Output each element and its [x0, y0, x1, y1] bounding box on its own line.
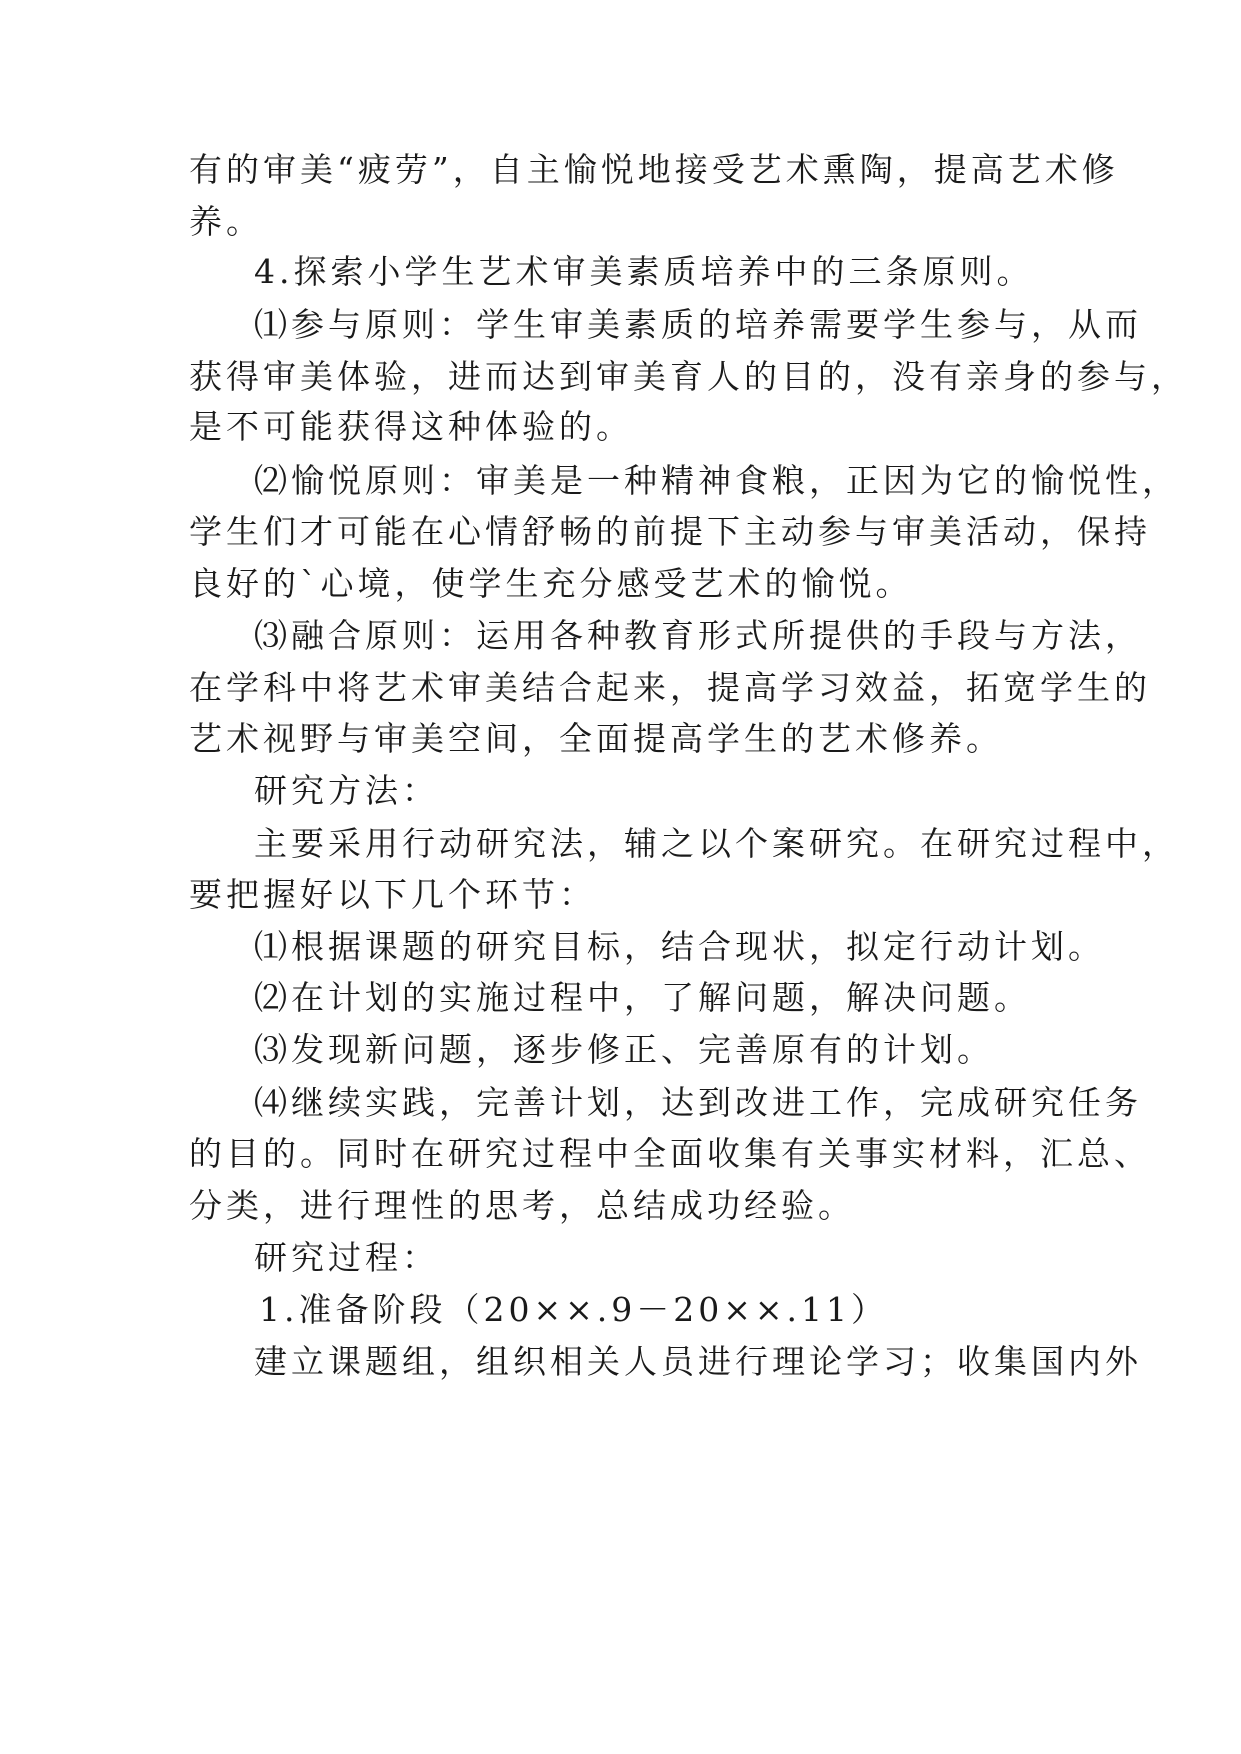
- paragraph-line: 艺术视野与审美空间，全面提高学生的艺术修养。: [189, 719, 1003, 758]
- subsection-heading: 1.准备阶段（20××.9－20××.11）: [259, 1290, 889, 1329]
- paragraph-line: 要把握好以下几个环节：: [189, 875, 596, 914]
- paragraph-line: ⑶发现新问题，逐步修正、完善原有的计划。: [254, 1030, 994, 1069]
- paragraph-line: 在学科中将艺术审美结合起来，提高学习效益，拓宽学生的: [189, 668, 1151, 707]
- paragraph-line: 4.探索小学生艺术审美素质培养中的三条原则。: [254, 252, 1034, 291]
- paragraph-line: 建立课题组，组织相关人员进行理论学习；收集国内外: [254, 1342, 1142, 1381]
- paragraph-line: ⑶融合原则：运用各种教育形式所提供的手段与方法，: [254, 616, 1142, 655]
- paragraph-line: ⑵愉悦原则：审美是一种精神食粮，正因为它的愉悦性，: [254, 461, 1179, 500]
- paragraph-line: 的目的。同时在研究过程中全面收集有关事实材料，汇总、: [189, 1134, 1151, 1173]
- paragraph-line: 是不可能获得这种体验的。: [189, 407, 633, 446]
- paragraph-line: 有的审美“疲劳”，自主愉悦地接受艺术熏陶，提高艺术修: [189, 150, 1119, 189]
- paragraph-line: 主要采用行动研究法，辅之以个案研究。在研究过程中，: [254, 824, 1179, 863]
- section-heading: 研究过程：: [254, 1238, 439, 1277]
- paragraph-line: ⑴参与原则：学生审美素质的培养需要学生参与，从而: [254, 305, 1142, 344]
- paragraph-line: 获得审美体验，进而达到审美育人的目的，没有亲身的参与，: [189, 357, 1188, 396]
- paragraph-line: 良好的`心境，使学生充分感受艺术的愉悦。: [189, 564, 913, 603]
- paragraph-line: ⑵在计划的实施过程中，了解问题，解决问题。: [254, 978, 1031, 1017]
- paragraph-line: 学生们才可能在心情舒畅的前提下主动参与审美活动，保持: [189, 512, 1151, 551]
- paragraph-line: ⑷继续实践，完善计划，达到改进工作，完成研究任务: [254, 1083, 1142, 1122]
- section-heading: 研究方法：: [254, 771, 439, 810]
- paragraph-line: 分类，进行理性的思考，总结成功经验。: [189, 1186, 855, 1225]
- paragraph-line: ⑴根据课题的研究目标，结合现状，拟定行动计划。: [254, 927, 1105, 966]
- paragraph-line: 养。: [189, 202, 263, 241]
